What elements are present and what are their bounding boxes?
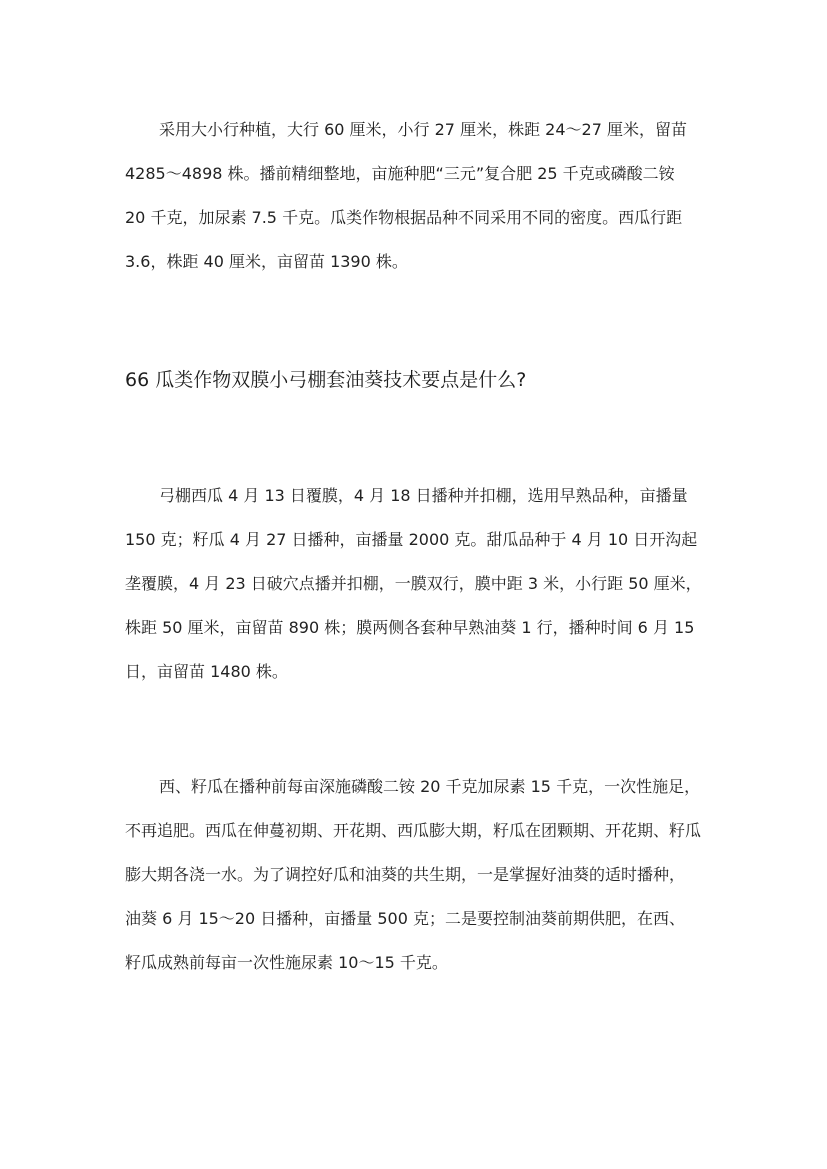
- text-line: 3.6，株距 40 厘米，亩留苗 1390 株。: [125, 252, 408, 271]
- text-line: 不再追肥。西瓜在伸蔓初期、开花期、西瓜膨大期，籽瓜在团颗期、开花期、籽瓜: [125, 821, 702, 840]
- text-line: 日，亩留苗 1480 株。: [125, 662, 288, 681]
- text-line: 油葵 6 月 15～20 日播种，亩播量 500 克；二是要控制油葵前期供肥，在西、: [125, 909, 685, 928]
- text-line: 4285～4898 株。播前精细整地，亩施种肥“三元”复合肥 25 千克或磷酸二铵: [125, 164, 675, 183]
- text-line: 籽瓜成熟前每亩一次性施尿素 10～15 千克。: [125, 953, 448, 972]
- text-line: 西、籽瓜在播种前每亩深施磷酸二铵 20 千克加尿素 15 千克，一次性施足，: [159, 777, 701, 796]
- text-line: 采用大小行种植，大行 60 厘米，小行 27 厘米，株距 24～27 厘米，留苗: [159, 120, 687, 139]
- text-line: 垄覆膜，4 月 23 日破穴点播并扣棚，一膜双行，膜中距 3 米，小行距 50 厘米，: [125, 574, 702, 593]
- section-heading: 66 瓜类作物双膜小弓棚套油葵技术要点是什么?: [125, 369, 527, 391]
- text-line: 膨大期各浇一水。为了调控好瓜和油葵的共生期，一是掌握好油葵的适时播种，: [125, 865, 686, 884]
- text-line: 150 克；籽瓜 4 月 27 日播种，亩播量 2000 克。甜瓜品种于 4 月 10 日开沟起: [125, 530, 698, 549]
- text-line: 株距 50 厘米，亩留苗 890 株；膜两侧各套种早熟油葵 1 行，播种时间 6 月 15: [125, 618, 695, 637]
- text-line: 弓棚西瓜 4 月 13 日覆膜，4 月 18 日播种并扣棚，选用早熟品种，亩播量: [159, 486, 688, 505]
- text-line: 20 千克，加尿素 7.5 千克。瓜类作物根据品种不同采用不同的密度。西瓜行距: [125, 208, 683, 227]
